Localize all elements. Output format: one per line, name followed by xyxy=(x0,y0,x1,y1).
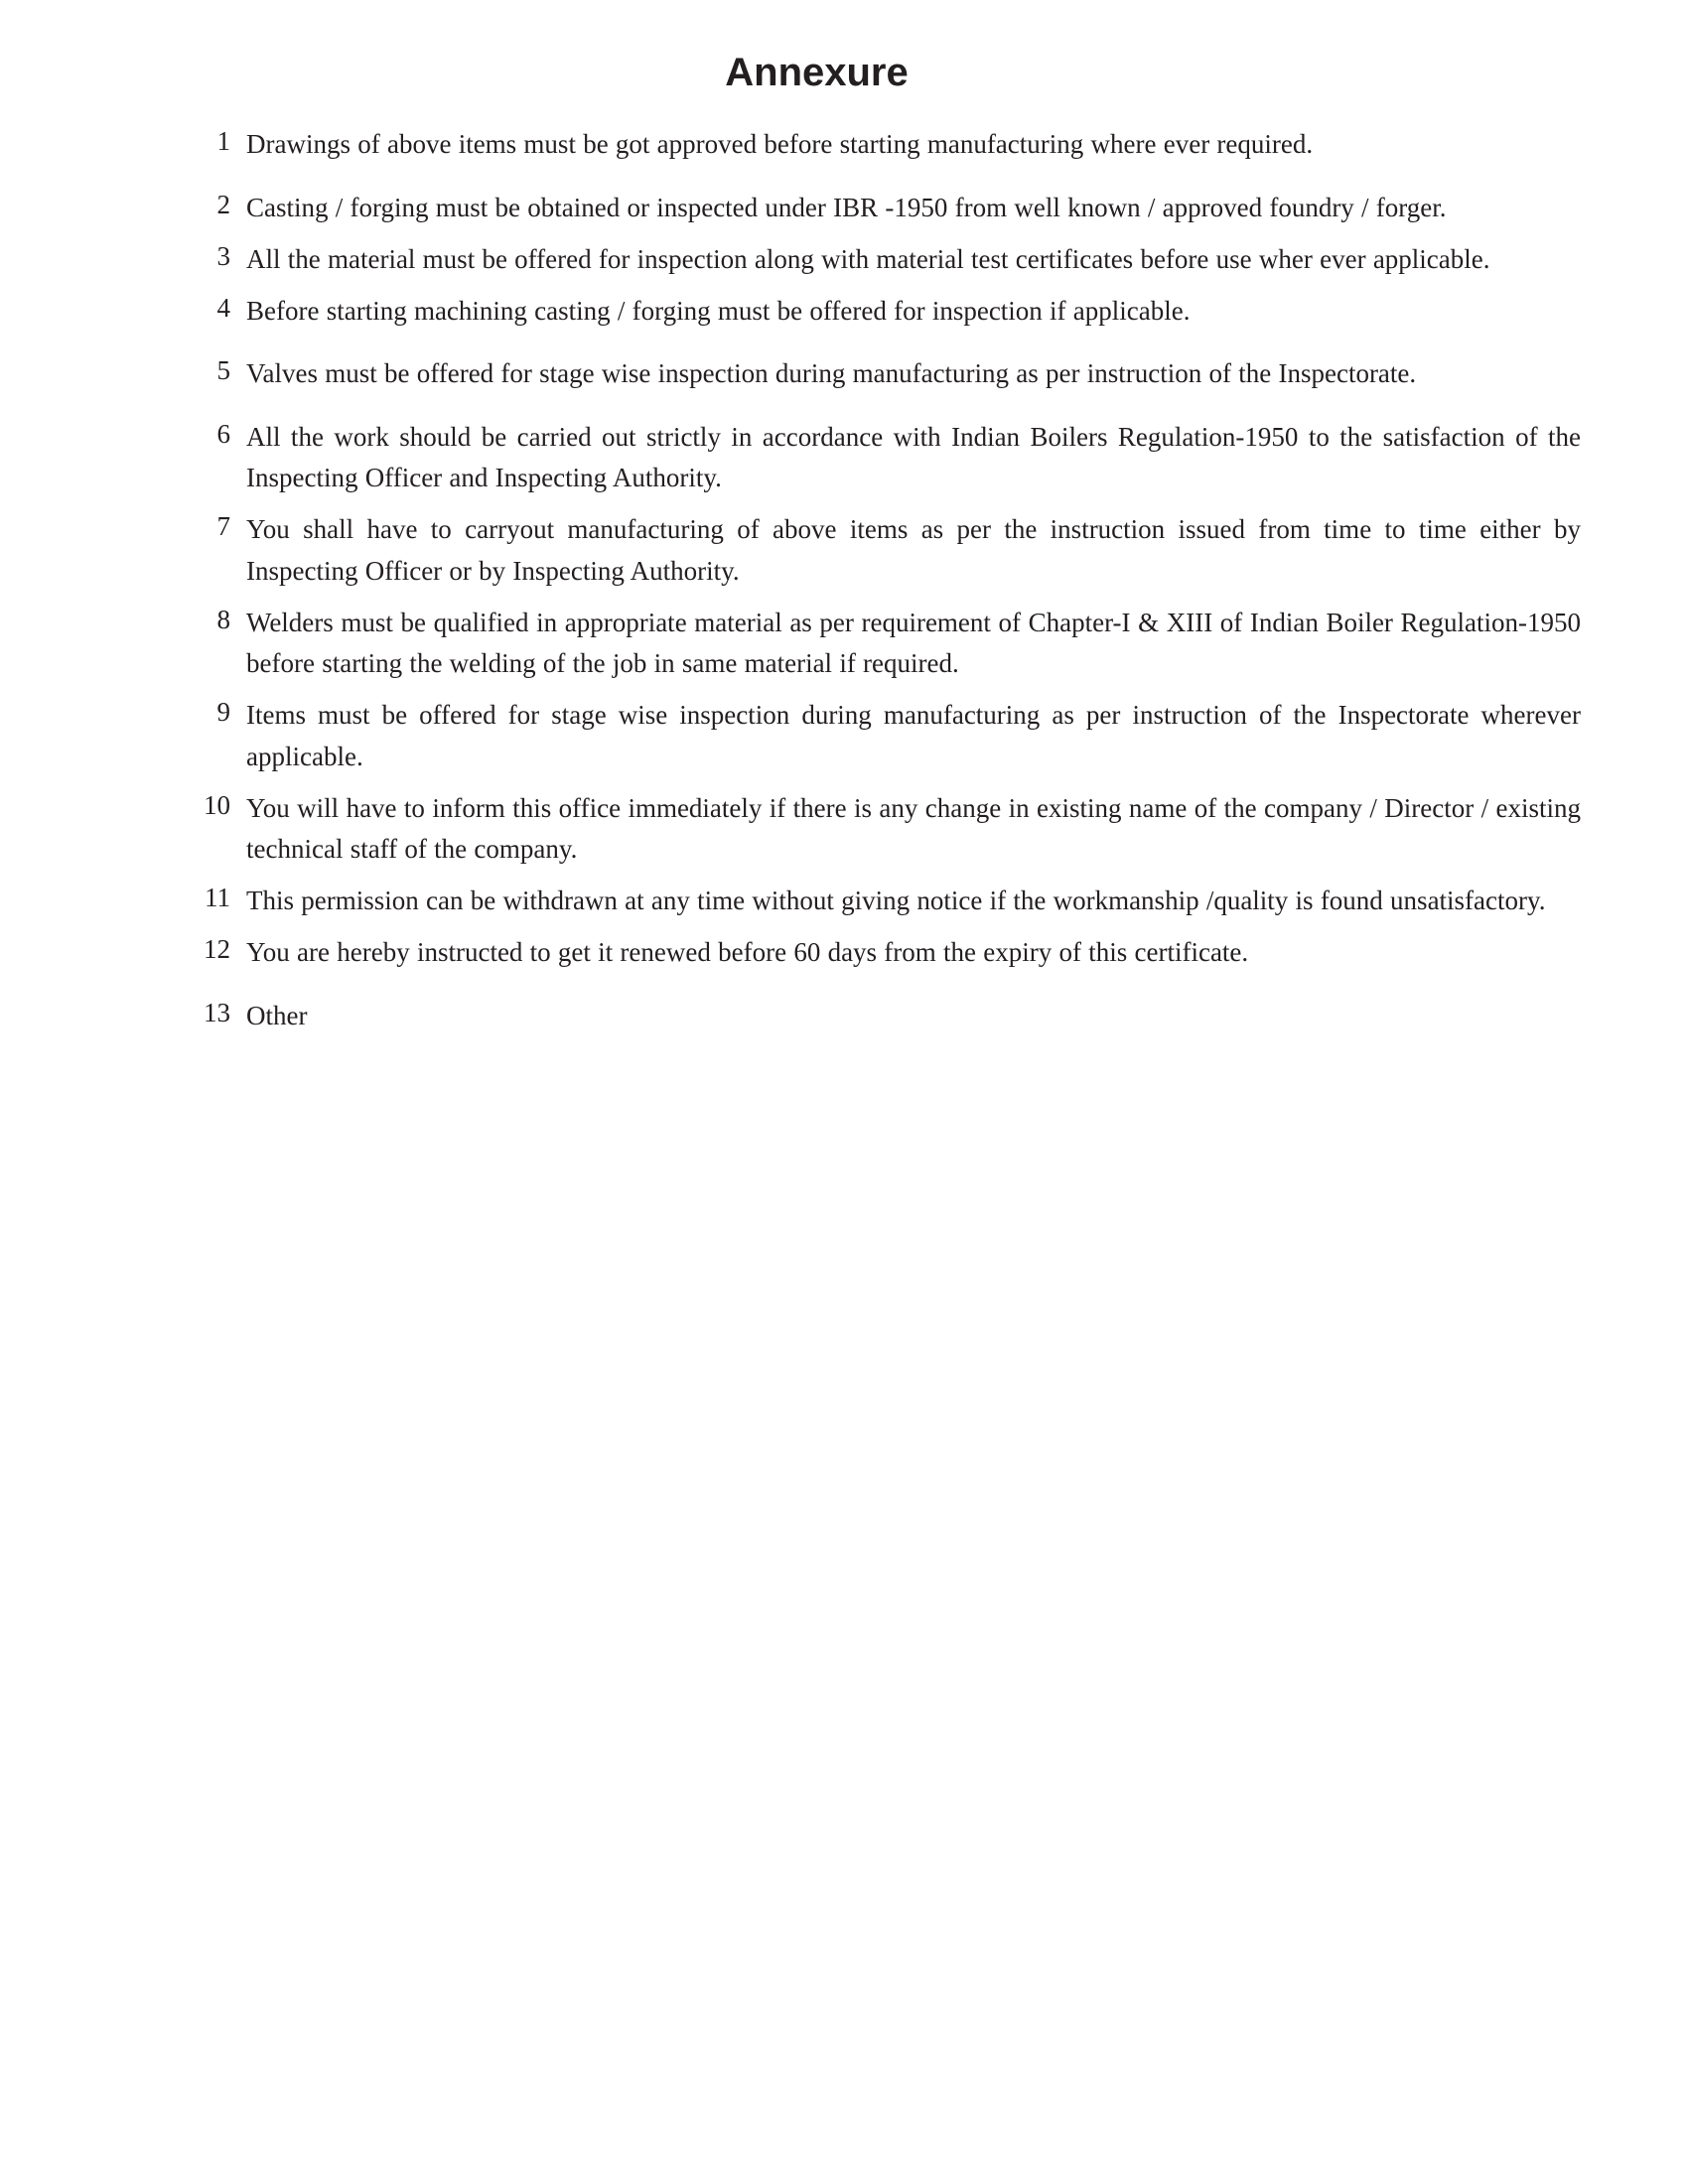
list-item xyxy=(189,124,1581,166)
item-number: 6 xyxy=(216,418,230,449)
item-text: Before starting machining casting / forging must be offered for inspection if applicable. xyxy=(246,295,1191,326)
list-item xyxy=(189,881,1581,922)
item-text: You are hereby instructed to get it renewed before 60 days from the expiry of this certificate. xyxy=(246,937,1249,967)
list-item xyxy=(189,188,1581,229)
list-item xyxy=(189,788,1581,871)
item-number: 5 xyxy=(216,355,230,385)
item-number: 2 xyxy=(216,189,230,219)
item-text: All the material must be offered for inspection along with material test certificates before use wher ever applicable. xyxy=(246,243,1490,274)
item-number: 3 xyxy=(216,240,230,271)
annexure-list xyxy=(189,124,1581,1058)
item-text: Welders must be qualified in appropriate material as per requirement of Chapter-I & XIII of Indian Boiler Regulation-1950 before starting the welding of the job in same material if required. xyxy=(246,607,1581,678)
page-title: Annexure xyxy=(725,51,909,94)
item-number: 11 xyxy=(205,883,230,912)
list-item xyxy=(189,695,1581,777)
item-text: All the work should be carried out strictly in accordance with Indian Boilers Regulation-1950 to the satisfaction of the Inspecting Officer and Inspecting Authority. xyxy=(246,421,1581,492)
item-text: Items must be offered for stage wise inspection during manufacturing as per instruction of the Inspectorate wherever applicable. xyxy=(246,700,1581,771)
list-item xyxy=(189,417,1581,499)
item-text: Other xyxy=(246,1000,308,1030)
list-item xyxy=(189,353,1581,395)
item-text: You will have to inform this office immediately if there is any change in existing name of the company / Director / existing technical staff of the company. xyxy=(246,792,1581,864)
list-item xyxy=(189,239,1581,281)
item-number: 10 xyxy=(204,789,230,820)
list-item xyxy=(189,291,1581,333)
item-text: Valves must be offered for stage wise inspection during manufacturing as per instruction of the Inspectorate. xyxy=(246,358,1417,388)
list-item xyxy=(189,932,1581,974)
item-text: You shall have to carryout manufacturing of above items as per the instruction issued from time to time either by Inspecting Officer or by Inspecting Authority. xyxy=(246,514,1581,586)
item-number: 8 xyxy=(216,604,230,634)
item-number: 9 xyxy=(216,697,230,727)
item-text: This permission can be withdrawn at any time without giving notice if the workmanship /quality is found unsatisfactory. xyxy=(246,886,1546,915)
item-number: 1 xyxy=(216,126,230,156)
list-item xyxy=(189,996,1581,1037)
item-number: 13 xyxy=(204,997,230,1027)
item-number: 7 xyxy=(216,511,230,541)
item-text: Casting / forging must be obtained or inspected under IBR -1950 from well known / approved foundry / forger. xyxy=(246,192,1447,222)
item-number: 4 xyxy=(216,292,230,323)
item-text: Drawings of above items must be got approved before starting manufacturing where ever required. xyxy=(246,129,1314,159)
item-number: 12 xyxy=(204,934,230,964)
list-item xyxy=(189,603,1581,685)
list-item xyxy=(189,509,1581,592)
